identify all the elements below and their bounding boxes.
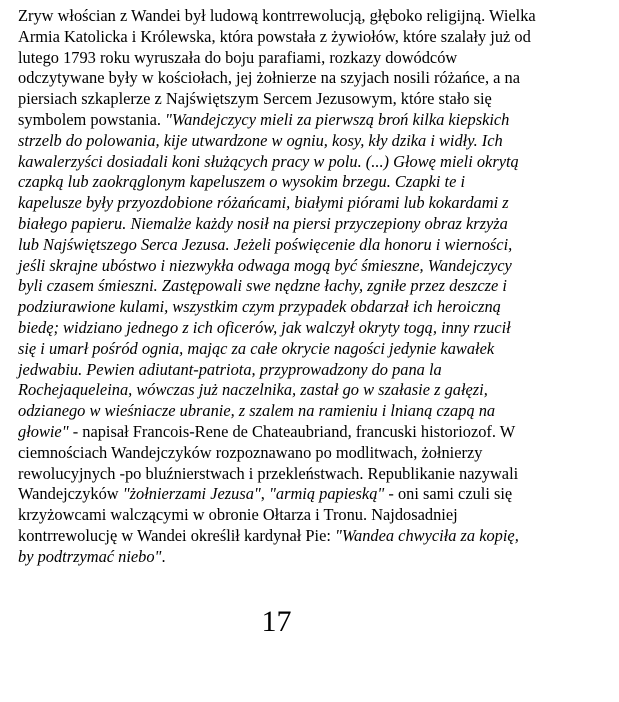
text-line	[18, 422, 610, 443]
text-segment: Wandejczyków	[18, 484, 123, 504]
italic-quote-segment: jedwabiu. Pewien adiutant-patriota, przyprowadzony do pana la	[18, 359, 442, 379]
text-line	[18, 193, 610, 214]
text-line	[18, 6, 610, 27]
text-line	[18, 464, 610, 485]
text-line	[18, 48, 610, 69]
text-segment: Zryw włościan z Wandei był ludową kontrrewolucją, głęboko religijną. Wielka	[18, 6, 536, 25]
text-line	[18, 484, 610, 505]
italic-quote-segment: byli czasem śmieszni. Zastępowali swe nędzne łachy, zgniłe przez deszcze i	[18, 276, 507, 296]
italic-quote-segment: by podtrzymać niebo"	[18, 546, 162, 566]
text-line	[18, 380, 610, 401]
italic-quote-segment: kawalerzyści dosiadali koni służących pracy w polu. (...) Głowę mieli okrytą	[18, 151, 519, 171]
text-segment: - oni sami czuli się	[384, 484, 513, 504]
text-line	[18, 256, 610, 277]
italic-quote-segment: biedę; widziano jednego z ich oficerów, jak walczył okryty togą, inny rzucił	[18, 317, 511, 337]
text-segment: - napisał Francois-Rene de Chateaubriand, francuski historiozof. W	[68, 421, 516, 441]
text-line	[18, 68, 610, 89]
text-segment: rewolucyjnych -po bluźnierstwach i przekleństwach. Republikanie nazywali	[18, 463, 519, 483]
text-line	[18, 235, 610, 256]
text-segment: odczytywane były w kościołach, jej żołnierze na szyjach nosili różańce, a na	[18, 68, 520, 88]
text-line	[18, 276, 610, 297]
italic-quote-segment: lub Najświętszego Serca Jezusa. Jeżeli poświęcenie dla honoru i wierności,	[18, 234, 513, 254]
text-line	[18, 401, 610, 422]
text-line	[18, 505, 610, 526]
text-segment: .	[161, 546, 166, 566]
text-line	[18, 360, 610, 381]
text-line	[18, 89, 610, 110]
italic-quote-segment: "armią papieską"	[269, 484, 385, 504]
text-segment: Armia Katolicka i Królewska, która powstała z żywiołów, które szalały już od	[18, 26, 531, 46]
italic-quote-segment: strzelb do polowania, kije utwardzone w ogniu, kosy, kły dzika i widły. Ich	[18, 130, 503, 150]
page-number: 17	[261, 605, 292, 638]
italic-quote-segment: czapką lub zaokrąglonym kapeluszem o wysokim brzegu. Czapki te i	[18, 172, 466, 192]
text-segment: krzyżowcami walczącymi w obronie Ołtarza i Tronu. Najdosadniej	[18, 505, 458, 525]
italic-quote-segment: "Wandejczycy mieli za pierwszą broń kilka kiepskich	[165, 109, 510, 129]
italic-quote-segment: "Wandea chwyciła za kopię,	[335, 525, 519, 545]
text-line	[18, 339, 610, 360]
text-line	[18, 27, 610, 48]
italic-quote-segment: się i umarł pośród ognia, mając za całe okrycie nagości jedynie kawałek	[18, 338, 495, 358]
italic-quote-segment: odzianego w wieśniacze ubranie, z szalem na ramieniu i lnianą czapą na	[18, 401, 496, 421]
text-segment: symbolem powstania.	[18, 109, 166, 129]
italic-quote-segment: głowie"	[18, 421, 69, 441]
text-segment: lutego 1793 roku wyruszała do boju parafiami, rozkazy dowódców	[18, 47, 458, 67]
italic-quote-segment: jeśli skrajne ubóstwo i niezwykła odwaga mogą być śmieszne, Wandejczycy	[18, 255, 512, 275]
text-segment: ciemnościach Wandejczyków rozpoznawano po modlitwach, żołnierzy	[18, 442, 483, 462]
text-line	[18, 443, 610, 464]
italic-quote-segment: kapelusze były przyozdobione różańcami, białymi piórami lub kokardami z	[18, 193, 509, 213]
text-line	[18, 318, 610, 339]
text-line	[18, 172, 610, 193]
text-line	[18, 131, 610, 152]
italic-quote-segment: Rochejaqueleina, wówczas już naczelnika, zastał go w szałasie z gałęzi,	[18, 380, 488, 400]
text-line	[18, 547, 610, 568]
text-segment: kontrrewolucję w Wandei określił kardynał Pie:	[18, 525, 335, 545]
text-line	[18, 152, 610, 173]
text-line	[18, 110, 610, 131]
text-segment: ,	[260, 484, 269, 504]
text-segment: piersiach szkaplerze z Najświętszym Sercem Jezusowym, które stało się	[18, 89, 492, 109]
body-paragraph	[18, 6, 610, 568]
italic-quote-segment: białego papieru. Niemalże każdy nosił na piersi przyczepiony obraz krzyża	[18, 213, 508, 233]
text-line	[18, 297, 610, 318]
italic-quote-segment: "żołnierzami Jezusa"	[122, 484, 261, 504]
italic-quote-segment: podziurawione kulami, wszystkim czym przypadek obdarzał ich heroiczną	[18, 297, 501, 317]
text-line	[18, 214, 610, 235]
text-line	[18, 526, 610, 547]
